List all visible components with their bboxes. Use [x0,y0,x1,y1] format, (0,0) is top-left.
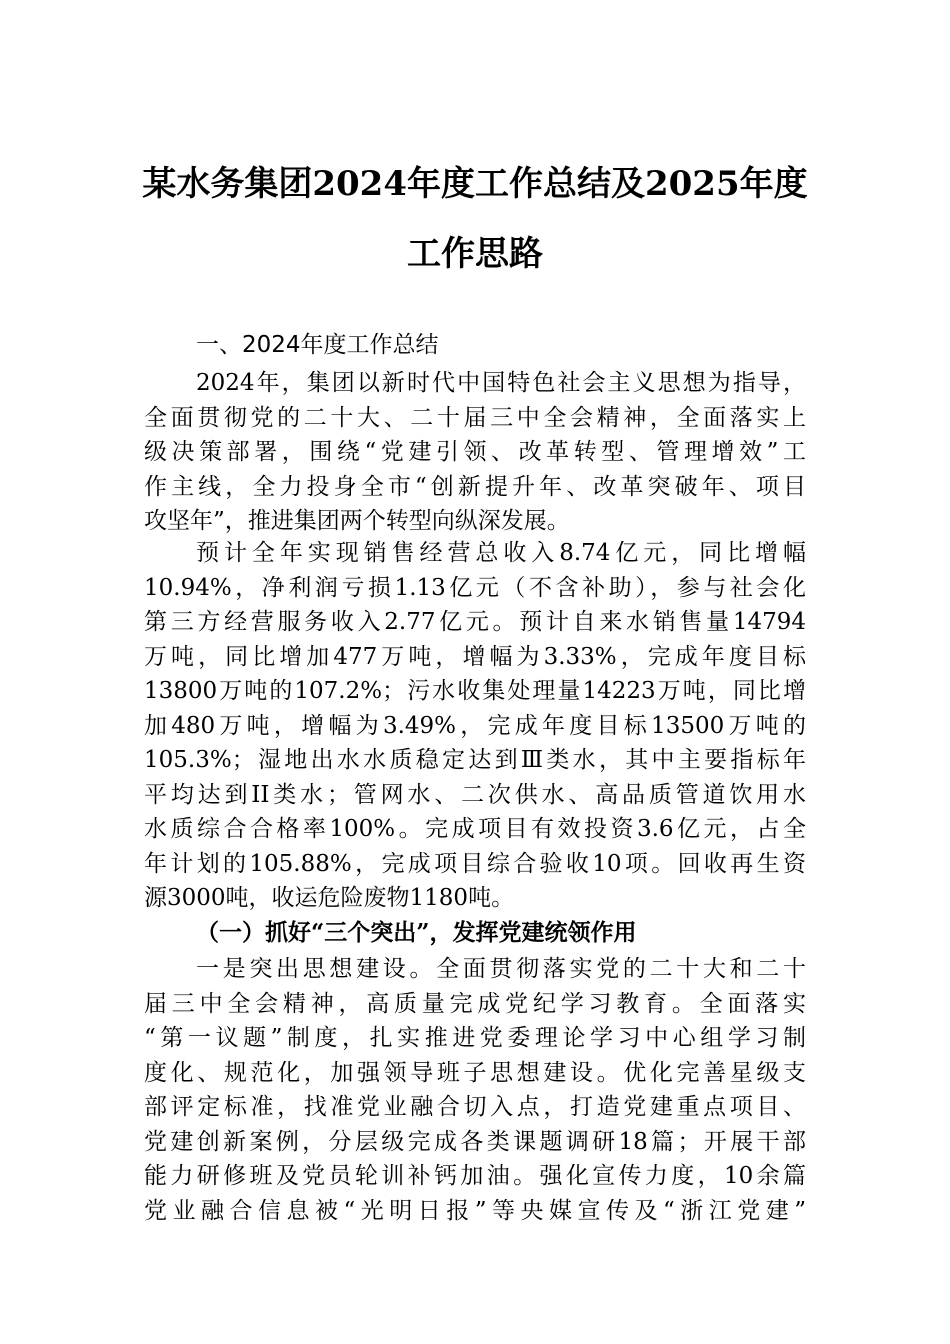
paragraph-line: 级决策部署，围绕“党建引领、改革转型、管理增效”工 [144,439,806,465]
paragraph-line: 度化、规范化，加强领导班子思想建设。优化完善星级支 [144,1059,806,1086]
paragraph-line: 平均达到II类水；管网水、二次供水、高品质管道饮用水 [144,781,806,808]
paragraph-line: 10.94%，净利润亏损1.13亿元（不含补助），参与社会化 [144,574,806,601]
document-title-line-2: 工作思路 [407,234,543,274]
paragraph-line: 预计全年实现销售经营总收入8.74亿元，同比增幅 [196,540,806,566]
paragraph-line: 党建创新案例，分层级完成各类课题调研18篇；开展干部 [144,1128,806,1155]
paragraph-line: 届三中全会精神，高质量完成党纪学习教育。全面落实 [144,990,806,1017]
paragraph-line: 13800万吨的107.2%；污水收集处理量14223万吨，同比增 [144,678,806,704]
paragraph-line: 加480万吨，增幅为3.49%，完成年度目标13500万吨的 [144,712,806,739]
paragraph-key-figures [144,536,806,916]
paragraph-line: 年计划的105.88%，完成项目综合验收10项。回收再生资 [144,850,806,877]
paragraph-line: 作主线，全力投身全市“创新提升年、改革突破年、项目 [144,473,806,500]
paragraph-line: “第一议题”制度，扎实推进党委理论学习中心组学习制 [144,1025,806,1051]
section-heading-2024-summary: 一、2024年度工作总结 [196,332,439,358]
paragraph-line: 部评定标准，找准党业融合切入点，打造党建重点项目、 [144,1094,806,1120]
subsection-heading-party-building: （一）抓好“三个突出”，发挥党建统领作用 [196,919,637,946]
paragraph-line: 105.3%；湿地出水水质稳定达到Ⅲ类水，其中主要指标年 [144,747,806,773]
paragraph-line: 万吨，同比增加477万吨，增幅为3.33%，完成年度目标 [144,643,806,670]
paragraph-line: 全面贯彻党的二十大、二十届三中全会精神，全面落实上 [144,404,806,431]
paragraph-line: 源3000吨，收运危险废物1180吨。 [144,885,515,911]
paragraph-ideological-building [144,952,806,1228]
paragraph-line: 党业融合信息被“光明日报”等央媒宣传及“浙江党建” [144,1197,806,1224]
paragraph-line: 第三方经营服务收入2.77亿元。预计自来水销售量14794 [144,609,806,635]
paragraph-line: 水质综合合格率100%。完成项目有效投资3.6亿元，占全 [144,816,806,842]
paragraph-line: 能力研修班及党员轮训补钙加油。强化宣传力度，10余篇 [144,1163,806,1189]
paragraph-line: 攻坚年”，推进集团两个转型向纵深发展。 [144,508,570,534]
paragraph-overview [144,366,806,539]
document-title-line-1: 某水务集团2024年度工作总结及2025年度 [142,164,808,204]
paragraph-line: 一是突出思想建设。全面贯彻落实党的二十大和二十 [196,956,806,982]
paragraph-line: 2024年，集团以新时代中国特色社会主义思想为指导， [196,370,806,396]
